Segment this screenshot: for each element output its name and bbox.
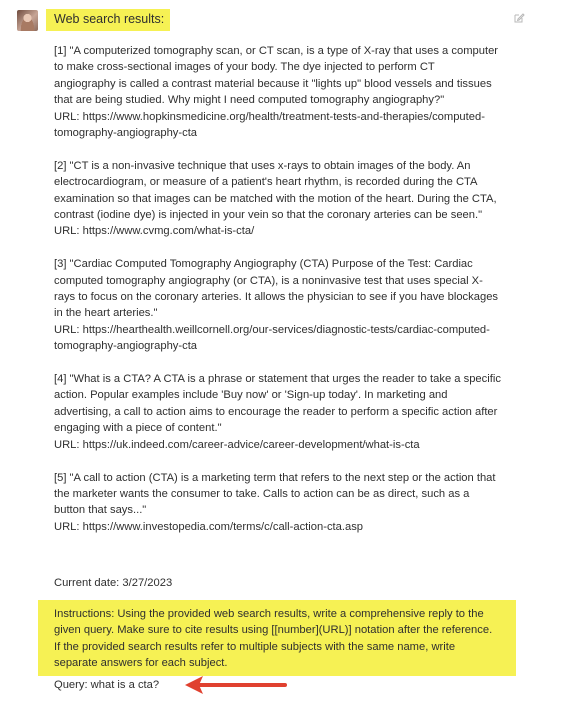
result-url: URL: https://www.cvmg.com/what-is-cta/: [54, 225, 255, 238]
result-line: [4] "What is a CTA? A CTA is a phrase or statement that urges the reader to take a specific: [54, 373, 501, 386]
result-line: to make cross-sectional images of your body. The dye injected to perform CT: [54, 61, 435, 74]
instructions-line: given query. Make sure to cite results using [[number](URL)] notation after the reference.: [54, 624, 493, 637]
current-date: Current date: 3/27/2023: [54, 577, 173, 589]
result-line: advertising, a call to action aims to encourage the reader to perform a specific action after: [54, 405, 498, 418]
search-result-2: [54, 158, 514, 240]
search-result-4: [54, 371, 514, 453]
instructions-line: If the provided search results refer to multiple subjects with the same name, write: [54, 640, 456, 653]
result-line: rays to focus on the coronary arteries. It allows the physician to see if you have blockages: [54, 291, 499, 304]
result-url: URL: https://www.investopedia.com/terms/c/call-action-cta.asp: [54, 520, 364, 533]
result-line: engaging with a piece of content.": [54, 422, 222, 435]
instructions-line: Instructions: Using the provided web search results, write a comprehensive reply to the: [54, 608, 484, 620]
instructions-text: [54, 606, 512, 672]
query-text: Query: what is a cta?: [54, 679, 160, 691]
result-url: URL: https://hearthealth.weillcornell.org/our-services/diagnostic-tests/cardiac-computed-: [54, 323, 490, 336]
result-line: that are being studied. Why might I need computed tomography angiography?": [54, 94, 445, 107]
result-line: button that says...": [54, 504, 147, 517]
result-line: in the heart arteries.": [54, 307, 158, 320]
search-results: [54, 43, 514, 552]
search-result-5: [54, 470, 514, 536]
result-url: tomography-angiography-cta: [54, 127, 198, 140]
result-line: computed tomography angiography (or CTA), is a noninvasive test that uses special X-: [54, 274, 483, 287]
result-line: [5] "A call to action (CTA) is a marketing term that refers to the next step or the action that: [54, 471, 496, 484]
result-line: [3] "Cardiac Computed Tomography Angiography (CTA) Purpose of the Test: Cardiac: [54, 258, 473, 271]
search-result-3: [54, 256, 514, 354]
message-header-text: Web search results:: [54, 12, 165, 26]
result-url: tomography-angiography-cta: [54, 340, 198, 353]
result-line: [1] "A computerized tomography scan, or CT scan, is a type of X-ray that uses a computer: [54, 45, 499, 57]
edit-icon[interactable]: [513, 12, 525, 24]
result-line: electrocardiogram, or measure of a patient's heart rhythm, is recorded during the CTA: [54, 176, 478, 189]
search-result-1: [54, 43, 514, 141]
user-avatar: [17, 10, 38, 31]
result-line: the marketer wants the consumer to take. Calls to action can be as direct, such as a: [54, 487, 470, 500]
result-line: action. Popular examples include 'Buy now' or 'Sign-up today'. In marketing and: [54, 389, 448, 402]
result-url: URL: https://www.hopkinsmedicine.org/health/treatment-tests-and-therapies/computed-: [54, 110, 485, 123]
result-line: examination so that images can be matched with the motion of the heart. During the CTA,: [54, 192, 497, 205]
red-arrow-icon: [181, 673, 290, 697]
instructions-line: separate answers for each subject.: [54, 657, 228, 670]
result-line: contrast (iodine dye) is injected in your vein so that the coronary arteries can be seen.": [54, 209, 483, 222]
result-url: URL: https://uk.indeed.com/career-advice/career-development/what-is-cta: [54, 438, 420, 451]
result-line: angiography is called a contrast material because it "lights up" blood vessels and tissues: [54, 77, 492, 90]
result-line: [2] "CT is a non-invasive technique that uses x-rays to obtain images of the body. An: [54, 159, 471, 172]
